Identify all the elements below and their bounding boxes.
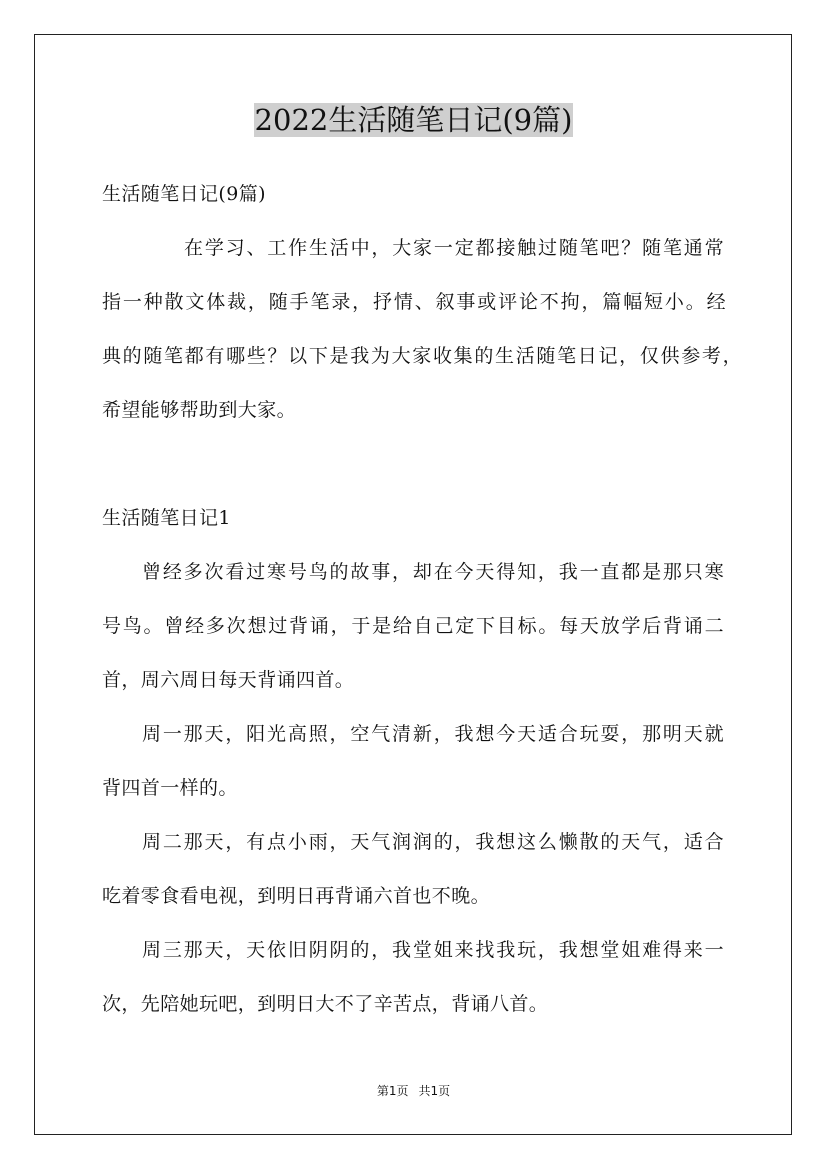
page-footer — [0, 1083, 827, 1099]
body-line-7: 吃着零食看电视，到明日再背诵六首也不晚。 — [102, 885, 491, 907]
document-title — [0, 100, 827, 140]
body-line-2: 号鸟。曾经多次想过背诵，于是给自己定下目标。每天放学后背诵二 — [102, 615, 724, 637]
section-heading: 生活随笔日记1 — [102, 507, 231, 529]
body-line-5: 背四首一样的。 — [102, 777, 238, 799]
body-line-4: 周一那天，阳光高照，空气清新，我想今天适合玩耍，那明天就 — [142, 723, 724, 745]
intro-line-1: 在学习、工作生活中，大家一定都接触过随笔吧？随笔通常 — [184, 237, 724, 259]
document-title-text: 2022生活随笔日记(9篇) — [254, 103, 573, 137]
page-number-current: 第1页 — [376, 1084, 409, 1098]
page-number-total: 共1页 — [418, 1084, 451, 1098]
intro-line-2: 指一种散文体裁，随手笔录，抒情、叙事或评论不拘，篇幅短小。经 — [102, 291, 726, 313]
intro-line-4: 希望能够帮助到大家。 — [102, 399, 297, 421]
body-line-9: 次，先陪她玩吧，到明日大不了辛苦点，背诵八首。 — [102, 993, 549, 1015]
body-line-8: 周三那天，天依旧阴阴的，我堂姐来找我玩，我想堂姐难得来一 — [142, 939, 724, 961]
document-subtitle: 生活随笔日记(9篇) — [102, 183, 266, 205]
body-line-1: 曾经多次看过寒号鸟的故事，却在今天得知，我一直都是那只寒 — [142, 561, 724, 583]
intro-line-3: 典的随笔都有哪些？以下是我为大家收集的生活随笔日记，仅供参考， — [102, 345, 742, 367]
body-line-6: 周二那天，有点小雨，天气润润的，我想这么懒散的天气，适合 — [142, 831, 724, 853]
body-line-3: 首，周六周日每天背诵四首。 — [102, 669, 355, 691]
